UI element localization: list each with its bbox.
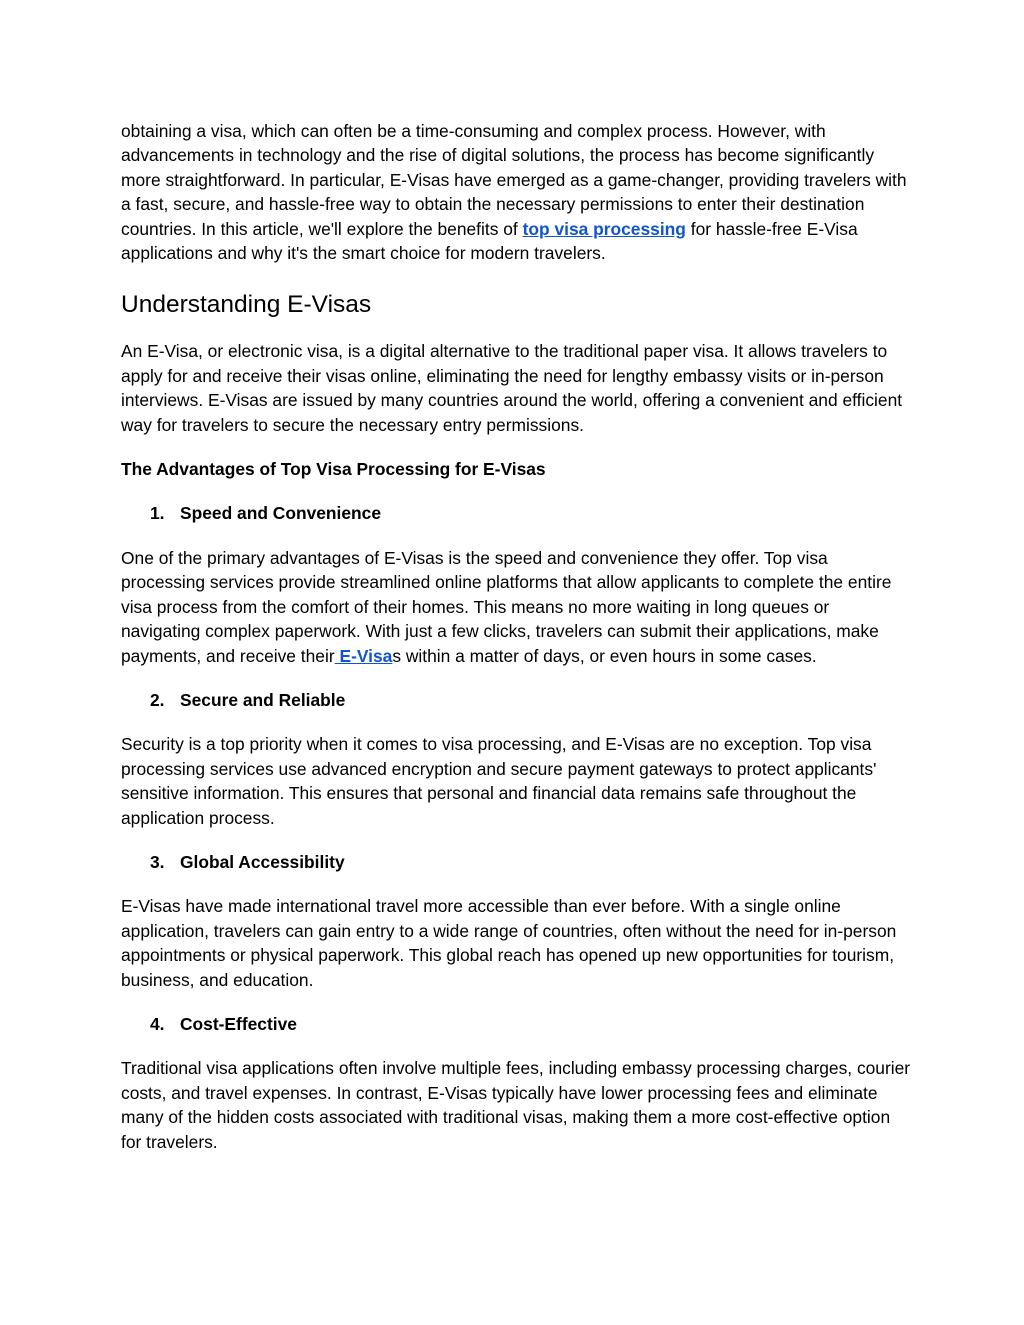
advantage-number-3: 3. — [150, 851, 165, 872]
advantage-number-2: 2. — [150, 689, 165, 710]
evisa-link[interactable]: E-Visa — [334, 645, 393, 666]
advantage-title-1 — [121, 501, 911, 525]
advantage-number-4: 4. — [150, 1013, 165, 1034]
advantage-paragraph-2: Security is a top priority when it comes to visa processing, and E-Visas are no exception. Top visa processing services use advanced encryption and secure payment gateways to protect applicants' sensitive information. This ensures that personal and financial data remains safe throughout the application process. — [121, 734, 877, 828]
advantage-text-1a: One of the primary advantages of E-Visas is the speed and convenience they offer. Top visa processing services provide streamlined online platforms that allow applicants to complete the entire visa process from the comfort of their homes. This means no more waiting in long queues or navigating complex paperwork. With just a few clicks, travelers can submit their applications, make payments, and receive their — [121, 547, 892, 666]
document-page — [121, 119, 911, 1154]
advantage-text-1b: s within a matter of days, or even hours in some cases. — [392, 645, 817, 666]
advantage-number-1: 1. — [150, 503, 165, 524]
advantage-title-text-1: Speed and Convenience — [180, 503, 382, 524]
advantage-paragraph-3: E-Visas have made international travel more accessible than ever before. With a single online application, travelers can gain entry to a wide range of countries, often without the need for in-person appointments or physical paperwork. This global reach has opened up new opportunities for tourism, business, and education. — [121, 896, 897, 990]
advantage-title-2 — [121, 688, 911, 712]
understanding-evisas-heading: Understanding E-Visas — [121, 291, 372, 319]
advantage-paragraph-1 — [121, 546, 911, 668]
advantage-title-text-2: Secure and Reliable — [180, 689, 346, 710]
advantage-title-4 — [121, 1012, 911, 1036]
advantage-paragraph-4: Traditional visa applications often involve multiple fees, including embassy processing charges, courier costs, and travel expenses. In contrast, E-Visas typically have lower processing fees and eliminate many of the hidden costs associated with traditional visas, making them a more cost-effective option for travelers. — [121, 1058, 911, 1152]
intro-text-2: for hassle-free E-Visa applications and why it's the smart choice for modern travelers. — [121, 218, 858, 264]
advantage-title-text-3: Global Accessibility — [180, 851, 345, 872]
intro-paragraph — [121, 119, 911, 265]
intro-text-1: obtaining a visa, which can often be a time-consuming and complex process. However, with advancements in technology and the rise of digital solutions, the process has become significantly more straightforward. In particular, E-Visas have emerged as a game-changer, providing travelers with a fast, secure, and hassle-free way to obtain the necessary permissions to enter their destination countries. In this article, we'll explore the benefits of — [121, 121, 907, 239]
understanding-evisas-paragraph: An E-Visa, or electronic visa, is a digital alternative to the traditional paper visa. It allows travelers to apply for and receive their visas online, eliminating the need for lengthy embassy visits or in-person interviews. E-Visas are issued by many countries around the world, offering a convenient and efficient way for travelers to secure the necessary entry permissions. — [121, 341, 903, 435]
advantage-title-3 — [121, 850, 911, 874]
advantages-heading: The Advantages of Top Visa Processing for E-Visas — [121, 459, 546, 480]
advantage-title-text-4: Cost-Effective — [180, 1013, 297, 1034]
top-visa-processing-link[interactable]: top visa processing — [522, 218, 686, 239]
